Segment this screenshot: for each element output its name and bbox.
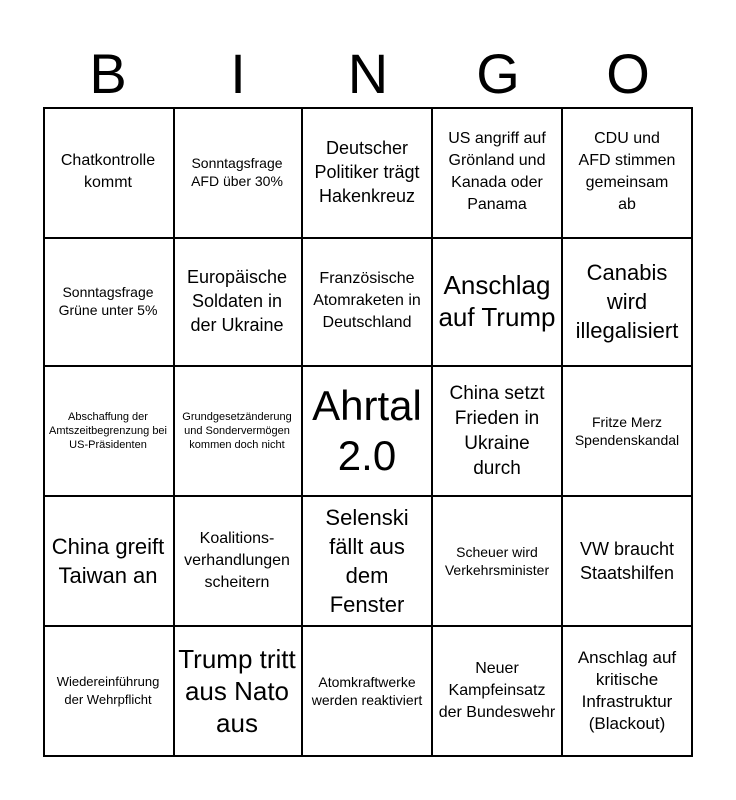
bingo-cell[interactable]	[563, 497, 693, 627]
cell-text: China setzt Frieden in Ukraine durch	[449, 383, 545, 479]
cell-text: Abschaffung der Amtszeitbegrenzung bei US-Präsidenten	[48, 411, 167, 451]
header-letter-o: O	[606, 42, 650, 105]
bingo-cell[interactable]	[433, 107, 563, 239]
bingo-cell[interactable]	[563, 107, 693, 239]
cell-text: US angriff auf Grönland und Kanada oder Panama	[448, 130, 546, 213]
cell-text: CDU und AFD stimmen gemeinsam ab	[578, 130, 676, 213]
cell-text: Anschlag auf Trump	[438, 270, 556, 332]
bingo-cell[interactable]	[563, 237, 693, 367]
bingo-cell[interactable]	[433, 497, 563, 627]
bingo-cell[interactable]	[43, 627, 175, 757]
cell-text: Scheuer wird Verkehrsminister	[444, 544, 550, 578]
bingo-header	[43, 40, 693, 108]
cell-text: Anschlag auf kritische Infrastruktur (Blackout)	[577, 648, 677, 733]
cell-text: Grundgesetzänderung und Sondervermögen kommen doch nicht	[182, 411, 292, 451]
cell-text: Sonntagsfrage Grüne unter 5%	[58, 284, 158, 318]
cell-text: Französische Atomraketen in Deutschland	[313, 270, 421, 331]
cell-text: Wiedereinführung der Wehrpflicht	[56, 674, 160, 707]
cell-text: Ahrtal 2.0	[312, 382, 422, 479]
header-letter-b: B	[89, 42, 127, 105]
bingo-cell[interactable]	[433, 627, 563, 757]
bingo-cell[interactable]	[43, 107, 175, 239]
bingo-cell[interactable]	[43, 367, 175, 497]
bingo-cell[interactable]	[173, 367, 303, 497]
bingo-cell[interactable]	[433, 237, 563, 367]
bingo-cell[interactable]	[303, 237, 433, 367]
header-letter-i: I	[230, 42, 246, 105]
cell-text: Chatkontrolle kommt	[60, 152, 156, 191]
cell-text: Fritze Merz Spendenskandal	[574, 414, 680, 448]
bingo-cell[interactable]	[303, 497, 433, 627]
bingo-cell[interactable]	[563, 627, 693, 757]
bingo-cell[interactable]	[173, 237, 303, 367]
bingo-cell[interactable]	[303, 107, 433, 239]
bingo-cell[interactable]	[433, 367, 563, 497]
cell-text: Trump tritt aus Nato aus	[178, 644, 296, 738]
header-letter-g: G	[476, 42, 520, 105]
cell-text: Europäische Soldaten in der Ukraine	[186, 267, 288, 335]
bingo-cell[interactable]	[43, 497, 175, 627]
bingo-cell[interactable]	[173, 497, 303, 627]
bingo-cell[interactable]	[303, 627, 433, 757]
cell-text: Canabis wird illegalisiert	[575, 259, 679, 343]
cell-text: Atomkraftwerke werden reaktiviert	[311, 674, 423, 708]
cell-text: Neuer Kampfeinsatz der Bundeswehr	[438, 660, 556, 721]
bingo-cell[interactable]	[563, 367, 693, 497]
bingo-cell[interactable]	[43, 237, 175, 367]
cell-text: Selenski fällt aus dem Fenster	[325, 505, 409, 617]
bingo-cell[interactable]	[303, 367, 433, 497]
cell-text: China greift Taiwan an	[51, 534, 165, 588]
bingo-cell[interactable]	[173, 107, 303, 239]
cell-text: Sonntagsfrage AFD über 30%	[191, 155, 283, 189]
bingo-grid	[43, 107, 693, 757]
header-letter-n: N	[347, 42, 389, 105]
cell-text: Koalitions- verhandlungen scheitern	[184, 530, 290, 591]
cell-text: Deutscher Politiker trägt Hakenkreuz	[314, 138, 420, 206]
bingo-cell[interactable]	[173, 627, 303, 757]
cell-text: VW braucht Staatshilfen	[579, 539, 675, 583]
